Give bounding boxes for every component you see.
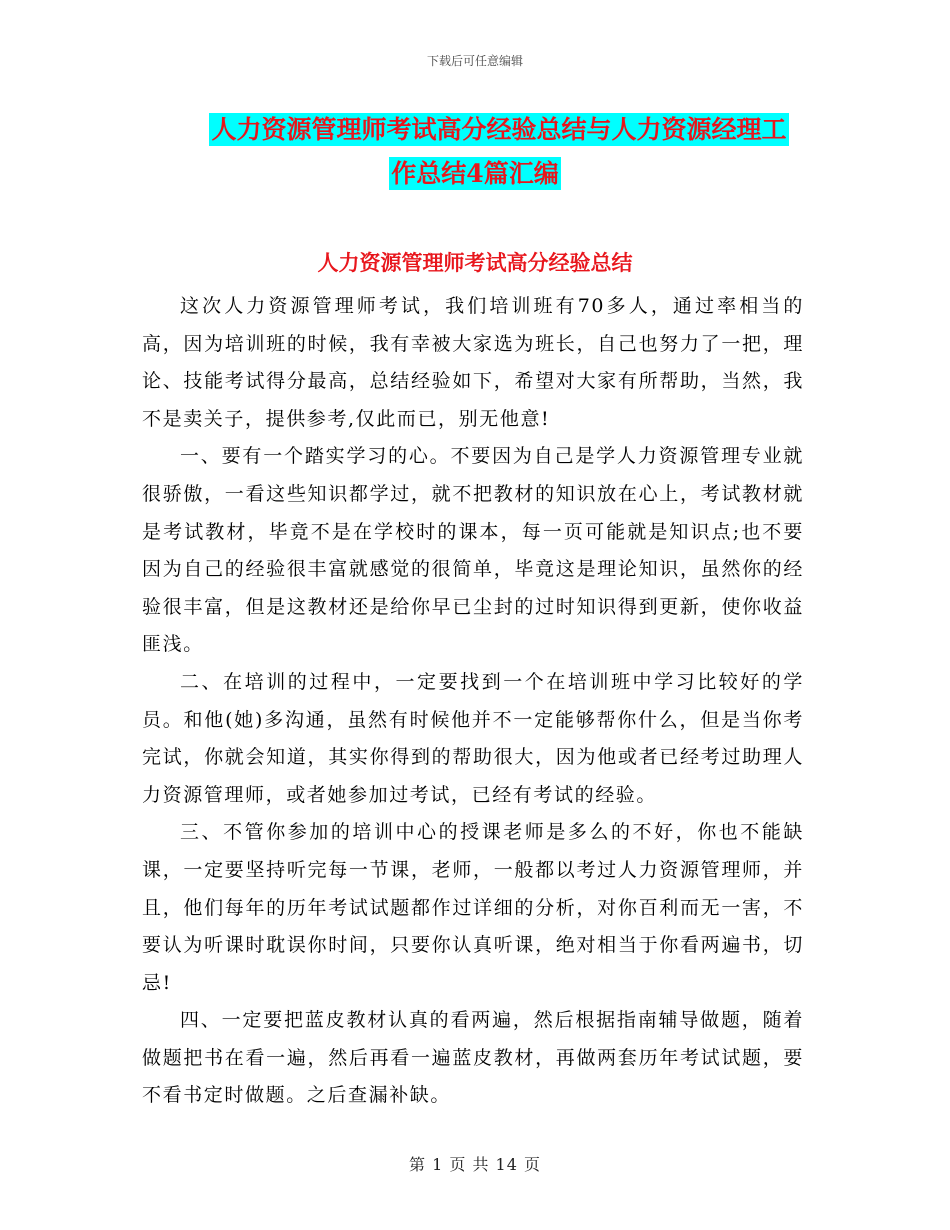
document-title-line-1 — [0, 108, 950, 152]
paragraph-point-3: 三、不管你参加的培训中心的授课老师是多么的不好，你也不能缺课，一定要坚持听完每一节课，老师，一般都以考过人力资源管理师，并且，他们每年的历年考试试题都作过详细的分析，对你百利而无一害，不要认为听课时耽误你时间，只要你认真听课，绝对相当于你看两遍书，切忌! — [142, 821, 804, 994]
document-title — [0, 108, 950, 196]
document-title-line-2 — [0, 152, 950, 196]
title-highlight: 人力资源管理师考试高分经验总结与人力资源经理工 — [211, 115, 787, 144]
page-header-note: 下载后可任意编辑 — [426, 54, 523, 68]
paragraph-point-4: 四、一定要把蓝皮教材认真的看两遍，然后根据指南辅导做题，随着做题把书在看一遍，然后再看一遍蓝皮教材，再做两套历年考试试题，要不看书定时做题。之后查漏补缺。 — [142, 1009, 804, 1107]
document-body — [142, 288, 804, 1115]
title-highlight: 作总结4篇汇编 — [391, 159, 559, 188]
paragraph-point-2: 二、在培训的过程中，一定要找到一个在培训班中学习比较好的学员。和他(她)多沟通，虽然有时候他并不一定能够帮你什么，但是当你考完试，你就会知道，其实你得到的帮助很大，因为他或者已经考过助理人力资源管理师，或者她参加过考试，已经有考试的经验。 — [142, 670, 804, 806]
paragraph-intro: 这次人力资源管理师考试，我们培训班有70多人，通过率相当的高，因为培训班的时候，我有幸被大家选为班长，自己也努力了一把，理论、技能考试得分最高，总结经验如下，希望对大家有所帮助，当然，我不是卖关子，提供参考,仅此而已，别无他意! — [142, 295, 804, 430]
paragraph-point-1: 一、要有一个踏实学习的心。不要因为自己是学人力资源管理专业就很骄傲，一看这些知识都学过，就不把教材的知识放在心上，考试教材就是考试教材，毕竟不是在学校时的课本，每一页可能就是知识点;也不要因为自己的经验很丰富就感觉的很简单，毕竟这是理论知识，虽然你的经验很丰富，但是这教材还是给你早已尘封的过时知识得到更新，使你收益匪浅。 — [142, 445, 804, 656]
page-number-footer: 第 1 页 共 14 页 — [409, 1155, 541, 1174]
section-title: 人力资源管理师考试高分经验总结 — [317, 250, 633, 275]
